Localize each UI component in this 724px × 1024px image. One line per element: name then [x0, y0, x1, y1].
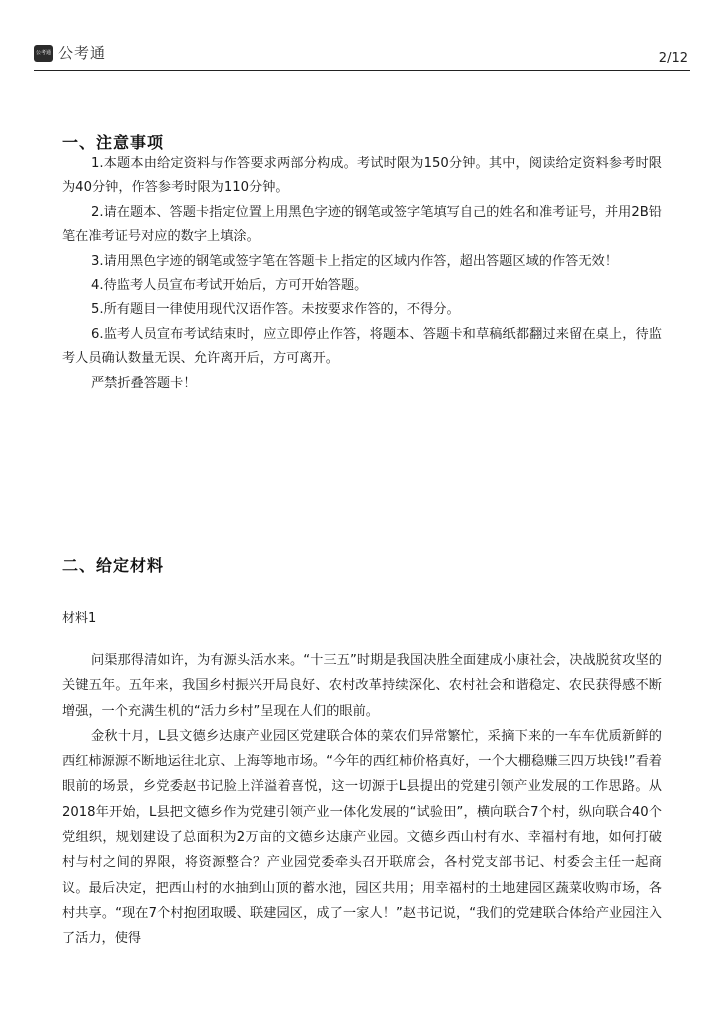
- brand-logo: [34, 45, 106, 62]
- brand-name: 公考通: [58, 44, 107, 62]
- material-body: [62, 648, 662, 952]
- section-title-materials: 二、给定材料: [62, 556, 165, 575]
- section-title-notes: 一、注意事项: [62, 133, 165, 152]
- material-label: 材料1: [62, 611, 97, 626]
- logo-icon: 公考通: [34, 45, 53, 62]
- note-item-2: 2.请在题本、答题卡指定位置上用黑色字迹的钢笔或签字笔填写自己的姓名和准考证号，并用2B铅笔在准考证号对应的数字上填涂。: [62, 204, 662, 245]
- material-paragraph-1: 问渠那得清如许，为有源头活水来。“十三五”时期是我国决胜全面建成小康社会，决战脱贫攻坚的关键五年。五年来，我国乡村振兴开局良好、农村改革持续深化、农村社会和谐稳定、农民获得感不断增强，一个充满生机的“活力乡村”呈现在人们的眼前。: [62, 653, 662, 719]
- note-item-4: 4.待监考人员宣布考试开始后，方可开始答题。: [91, 278, 368, 294]
- page-number: 2/12: [658, 51, 688, 66]
- note-warning: 严禁折叠答题卡！: [91, 375, 197, 391]
- notes-list: [62, 152, 662, 396]
- material-paragraph-2: 金秋十月，L县文德乡达康产业园区党建联合体的菜农们异常繁忙，采摘下来的一车车优质新鲜的西红柿源源不断地运往北京、上海等地市场。“今年的西红柿价格真好，一个大棚稳赚三四万块钱!”看着眼前的场景，乡党委赵书记脸上洋溢着喜悦，这一切源于L县提出的党建引领产业发展的工作思路。从2018年开始，L县把文德乡作为党建引领产业一体化发展的“试验田”，横向联合7个村，纵向联合40个党组织，规划建设了总面积为2万亩的文德乡达康产业园。文德乡西山村有水、幸福村有地，如何打破村与村之间的界限，将资源整合？产业园党委牵头召开联席会，各村党支部书记、村委会主任一起商议。最后决定，把西山村的水抽到山顶的蓄水池，园区共用；用幸福村的土地建园区蔬菜收购市场，各村共享。“现在7个村抱团取暖、联建园区，成了一家人！”赵书记说，“我们的党建联合体给产业园注入了活力，使得: [62, 728, 662, 947]
- page-header: [34, 44, 690, 71]
- note-item-3: 3.请用黑色字迹的钢笔或签字笔在答题卡上指定的区域内作答，超出答题区域的作答无效！: [91, 253, 618, 269]
- note-item-5: 5.所有题目一律使用现代汉语作答。未按要求作答的，不得分。: [91, 302, 460, 318]
- note-item-6: 6.监考人员宣布考试结束时，应立即停止作答，将题本、答题卡和草稿纸都翻过来留在桌上，待监考人员确认数量无误、允许离开后，方可离开。: [62, 326, 662, 367]
- note-item-1: 1.本题本由给定资料与作答要求两部分构成。考试时限为150分钟。其中，阅读给定资料参考时限为40分钟，作答参考时限为110分钟。: [62, 156, 662, 196]
